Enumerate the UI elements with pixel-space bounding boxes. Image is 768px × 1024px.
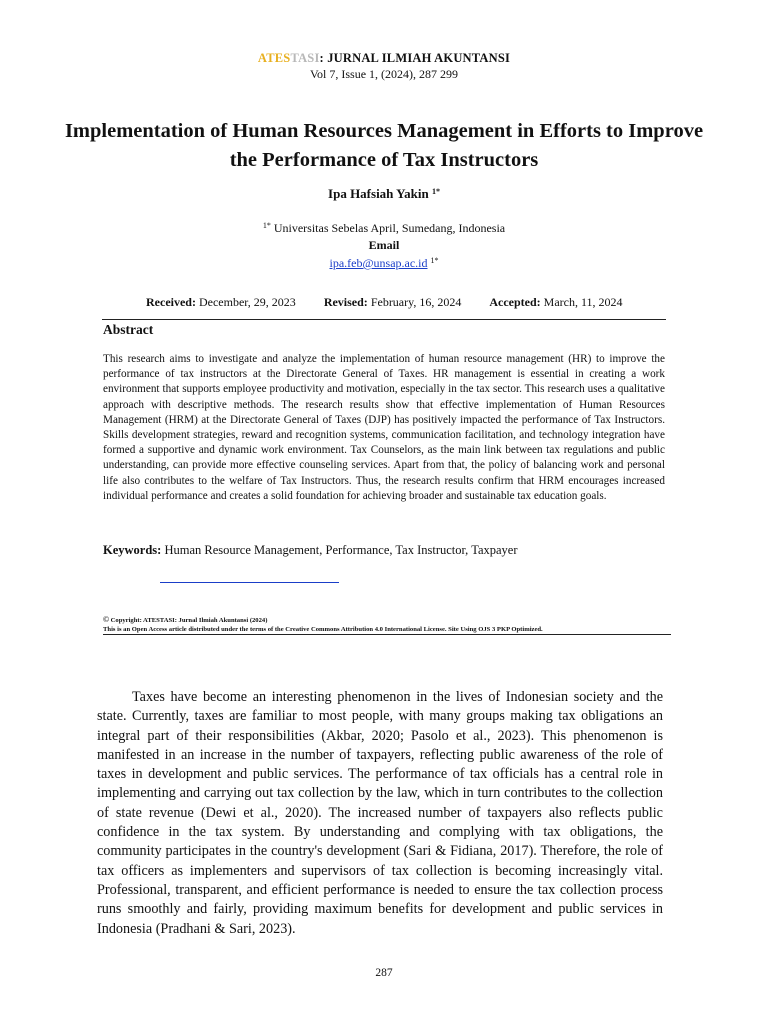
revised-date: February, 16, 2024	[370, 295, 462, 309]
email-link[interactable]: ipa.feb@unsap.ac.id	[329, 256, 428, 270]
body-paragraph: Taxes have become an interesting phenomenon in the lives of Indonesian society and the state. Currently, taxes are familiar to most people, with many groups making tax obligations an integral part of their responsibilities (Akbar, 2020; Pasolo et al., 2023). This phenomenon is manifested in an increase in the number of taxpayers, reflecting public awareness of the role of taxes in development and public services. The performance of tax officials has a central role in implementing and carrying out tax collection by the law, which in turn contributes to the collection of state revenue (Dewi et al., 2020). The increased number of taxpayers also reflects public confidence in the tax system. By understanding and complying with tax obligations, the community participates in the country's development (Sari & Fidiana, 2017). Therefore, the role of tax officers as implementers and supervisors of tax collection is becoming increasingly vital. Professional, transparent, and efficient performance is needed to ensure the tax collection process runs smoothly and fairly, providing maximum benefits for development and public services in Indonesia (Pradhani & Sari, 2023).	[97, 689, 663, 937]
accepted-date: March, 11, 2024	[543, 295, 623, 309]
revised-label: Revised:	[323, 295, 368, 309]
email-sup: 1*	[430, 256, 439, 265]
accepted-label: Accepted:	[489, 295, 541, 309]
copyright-line1: Copyright: ATESTASI: Jurnal Ilmiah Akuntansi (2024)	[110, 617, 268, 624]
keywords	[103, 543, 518, 558]
abstract-top-rule	[102, 319, 666, 320]
journal-name	[0, 51, 768, 66]
copyright-line2: This is an Open Access article distributed under the terms of the Creative Commons Attribution 4.0 International License. Site Using OJS 3 PKP Optimized.	[103, 626, 543, 633]
received-date: December, 29, 2023	[198, 295, 296, 309]
footnote-divider	[160, 582, 339, 583]
abstract-text: This research aims to investigate and analyze the implementation of human resource management (HR) to improve the performance of tax instructors at the Directorate General of Taxes. HR management is essential in creating a work environment that supports employee productivity and motivation, especially in the tax sector. This research uses a qualitative approach with descriptive methods. The research results show that effective implementation of Human Resources Management (HRM) at the Directorate General of Taxes (DJP) has positively impacted the performance of Tax Instructors. Skills development strategies, reward and recognition systems, communication facilitation, and technology integration have formed a supportive and dynamic work environment. Tax Counselors, as the main link between tax regulations and public understanding, can provide more effective counseling services. Apart from that, the policy of balancing work and personal life also contributes to the welfare of Tax Instructors. Thus, the research results confirm that HRM encourages increased individual performance and creates a solid foundation for achieving broader and sustainable tax education goals.	[103, 353, 665, 502]
submission-dates	[146, 295, 623, 310]
journal-issue: Vol 7, Issue 1, (2024), 287 299	[309, 67, 459, 81]
author-name: Ipa Hafsiah Yakin	[328, 186, 429, 201]
author-sup: 1*	[431, 187, 440, 196]
journal-name-ates: ATES	[257, 51, 291, 65]
copyright-block	[103, 615, 543, 634]
copyright-rule	[103, 634, 671, 635]
affiliation	[0, 221, 768, 236]
abstract-heading: Abstract	[103, 322, 154, 337]
received-label: Received:	[146, 295, 196, 309]
copyright-icon: ©	[103, 615, 109, 624]
journal-name-rest: : JURNAL ILMIAH AKUNTANSI	[319, 51, 511, 65]
affil-sup: 1*	[262, 221, 271, 230]
journal-name-tasi: TASI	[290, 51, 320, 65]
email-line	[0, 256, 768, 271]
page-number: 287	[375, 967, 393, 979]
keywords-text: Human Resource Management, Performance, Tax Instructor, Taxpayer	[164, 543, 518, 557]
affiliation-text: Universitas Sebelas April, Sumedang, Indonesia	[273, 221, 506, 235]
paper-title: Implementation of Human Resources Management in Efforts to Improve the Performance of Tax Instructors	[64, 120, 704, 171]
journal-header	[0, 51, 768, 82]
keywords-label: Keywords:	[103, 543, 162, 557]
email-label: Email	[368, 238, 400, 252]
author-line	[0, 186, 768, 202]
